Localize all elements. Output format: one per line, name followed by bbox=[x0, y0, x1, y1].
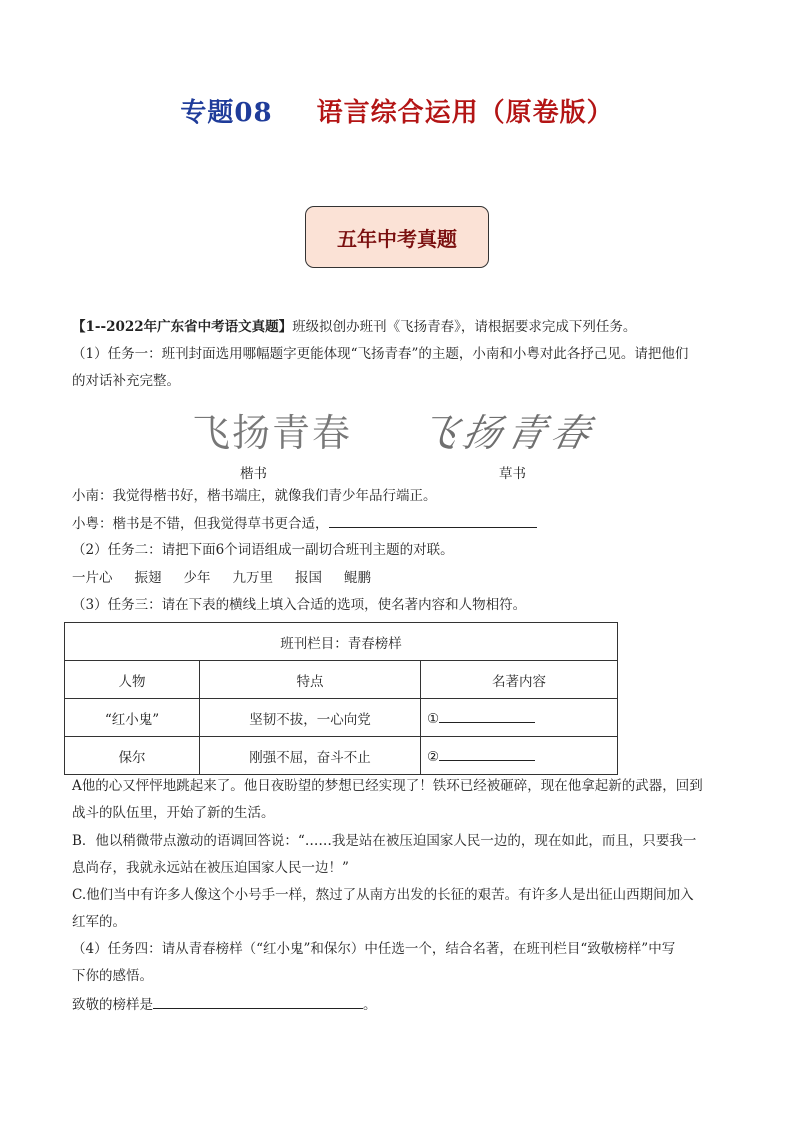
header-trait: 特点 bbox=[200, 661, 421, 699]
option-c-line2: 红军的。 bbox=[72, 914, 126, 930]
answer-blank-1[interactable] bbox=[439, 708, 535, 723]
answer-blank-task4[interactable] bbox=[153, 994, 363, 1009]
topic-number: 专题08 bbox=[180, 98, 273, 128]
answer-suffix: 。 bbox=[363, 997, 377, 1013]
table-row bbox=[65, 737, 618, 775]
answer-prefix: 致敬的榜样是 bbox=[72, 997, 153, 1013]
question-intro bbox=[72, 317, 732, 337]
blank-marker: ② bbox=[427, 749, 440, 765]
word-item: 九万里 bbox=[232, 570, 273, 586]
cell-trait: 坚韧不拔，一心向党 bbox=[200, 699, 421, 737]
word-item: 一片心 bbox=[72, 570, 113, 586]
kaishu-caption: 楷书 bbox=[240, 466, 267, 482]
option-b-line1: B．他以稍微带点激动的语调回答说：“……我是站在被压迫国家人民一边的，现在如此，而且，只要我一 bbox=[72, 833, 697, 849]
word-item: 少年 bbox=[183, 570, 211, 586]
answer-blank-task1[interactable] bbox=[329, 513, 537, 528]
caoshu-calligraphy-image: 飞扬青春 bbox=[414, 411, 600, 455]
question-source: 【1--2022年广东省中考语文真题】 bbox=[72, 319, 293, 335]
option-b-line2: 息尚存，我就永远站在被压迫国家人民一边！” bbox=[72, 860, 349, 876]
question-intro-text: 班级拟创办班刊《飞扬青春》，请根据要求完成下列任务。 bbox=[292, 319, 637, 335]
dialog-xiaonan: 小南：我觉得楷书好，楷书端庄，就像我们青少年品行端正。 bbox=[72, 488, 437, 504]
cell-trait: 刚强不屈，奋斗不止 bbox=[200, 737, 421, 775]
task4-line2: 下你的感悟。 bbox=[72, 968, 153, 984]
section-badge: 五年中考真题 bbox=[305, 206, 489, 268]
kaishu-calligraphy-image: 飞扬青春 bbox=[192, 411, 353, 455]
answer-line bbox=[72, 994, 732, 1015]
topic-title: 语言综合运用（原卷版） bbox=[316, 98, 614, 128]
dialog-xiaoyue-text: 小粤：楷书是不错，但我觉得草书更合适， bbox=[72, 516, 329, 532]
word-item: 报国 bbox=[295, 570, 322, 586]
word-item: 振翅 bbox=[134, 570, 162, 586]
option-a-line2: 战斗的队伍里，开始了新的生活。 bbox=[72, 805, 275, 821]
task3-prompt: （3）任务三：请在下表的横线上填入合适的选项，使名著内容和人物相符。 bbox=[72, 597, 527, 613]
caoshu-caption: 草书 bbox=[499, 466, 526, 482]
cell-person: “红小鬼” bbox=[65, 699, 200, 737]
table-caption: 班刊栏目：青春榜样 bbox=[65, 623, 618, 661]
role-model-table bbox=[64, 622, 618, 775]
blank-marker: ① bbox=[427, 711, 440, 727]
option-c-line1: C.他们当中有许多人像这个小号手一样，熬过了从南方出发的长征的艰苦。有许多人是出征山西期间加入 bbox=[72, 887, 694, 903]
cell-content bbox=[421, 737, 618, 775]
header-person: 人物 bbox=[65, 661, 200, 699]
word-item: 鲲鹏 bbox=[344, 570, 371, 586]
header-content: 名著内容 bbox=[421, 661, 618, 699]
word-list bbox=[72, 568, 732, 588]
table-header-row bbox=[65, 661, 618, 699]
dialog-xiaoyue bbox=[72, 513, 732, 534]
cell-person: 保尔 bbox=[65, 737, 200, 775]
page-title bbox=[0, 92, 794, 129]
cell-content bbox=[421, 699, 618, 737]
option-a-line1: A他的心又怦怦地跳起来了。他日夜盼望的梦想已经实现了！铁环已经被砸碎，现在他拿起新的武器，回到 bbox=[72, 778, 703, 794]
task1-line2: 的对话补充完整。 bbox=[72, 373, 180, 389]
answer-blank-2[interactable] bbox=[439, 746, 535, 761]
task2-prompt: （2）任务二：请把下面6个词语组成一副切合班刊主题的对联。 bbox=[72, 542, 454, 558]
task1-line1: （1）任务一：班刊封面选用哪幅题字更能体现“飞扬青春”的主题，小南和小粤对此各抒己见。请把他们 bbox=[72, 346, 689, 362]
task4-line1: （4）任务四：请从青春榜样（“红小鬼”和保尔）中任选一个，结合名著，在班刊栏目“致敬榜样”中写 bbox=[72, 941, 676, 957]
table-row bbox=[65, 699, 618, 737]
